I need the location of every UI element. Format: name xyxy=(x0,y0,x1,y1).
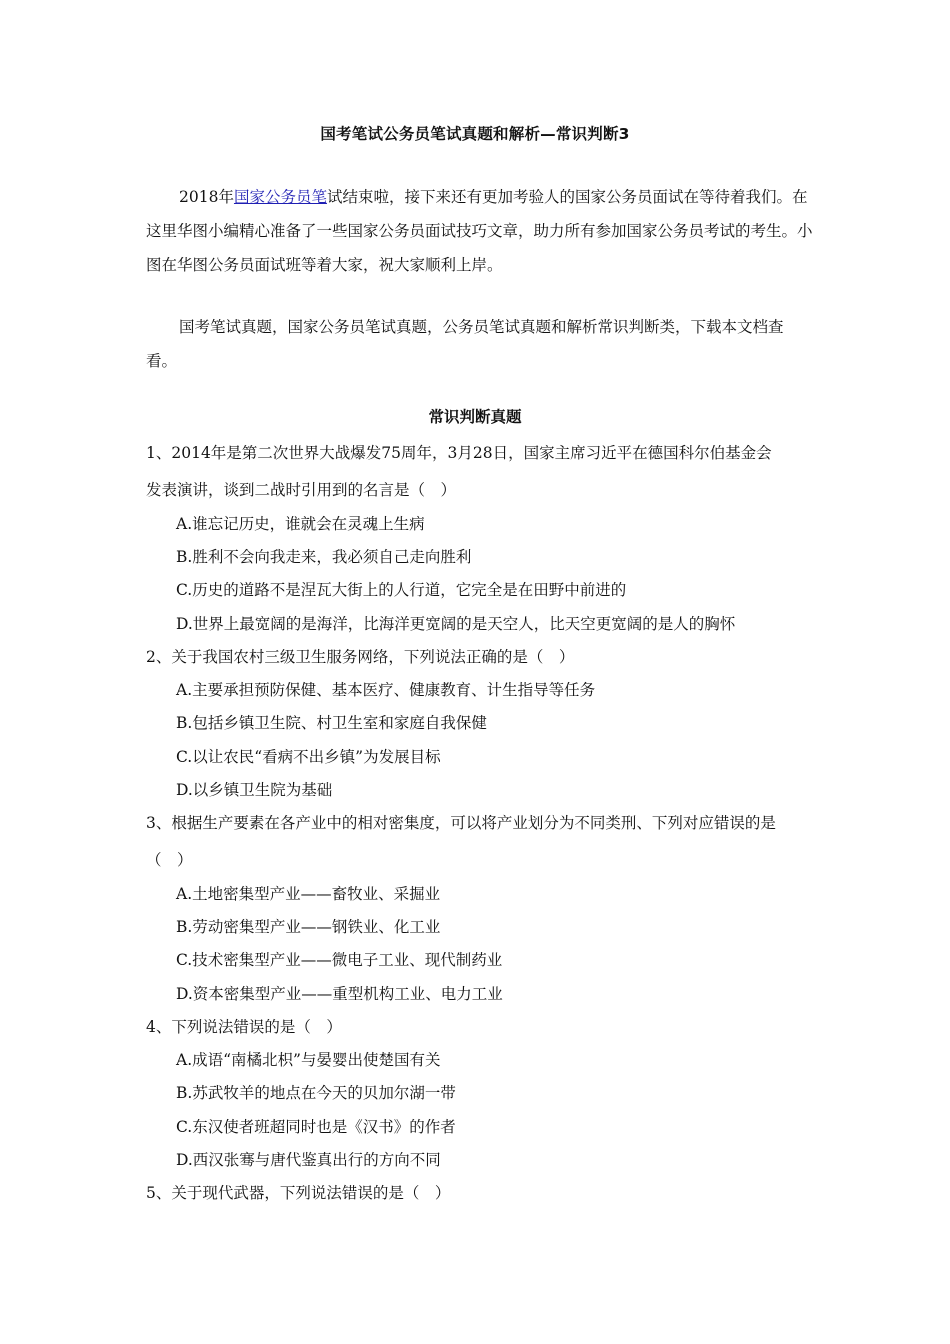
question-3-line-1: 3、根据生产要素在各产业中的相对密集度，可以将产业划分为不同类刑、下列对应错误的是 xyxy=(146,814,776,832)
question-4: 4、下列说法错误的是（ ） xyxy=(146,1018,342,1036)
section-title: 常识判断真题 xyxy=(428,408,522,426)
question-2: 2、关于我国农村三级卫生服务网络，下列说法正确的是（ ） xyxy=(146,648,575,666)
question-4-option-d: D.西汉张骞与唐代鉴真出行的方向不同 xyxy=(176,1151,441,1169)
intro-text: 试结束啦，接下来还有更加考验人的国家公务员面试在等待着我们。在这里华图小编精心准备了一些国家公务员面试技巧文章，助力所有参加国家公务员考试的考生。小图在华图公务员面试班等着大家，祝大家顺利上岸。 xyxy=(146,188,813,274)
question-1-line-2: 发表演讲，谈到二战时引用到的名言是（ ） xyxy=(146,481,457,499)
download-paragraph xyxy=(146,310,814,378)
question-1-option-c: C.历史的道路不是涅瓦大街上的人行道，它完全是在田野中前进的 xyxy=(176,581,627,599)
question-3-line-2: （ ） xyxy=(146,851,193,869)
question-3-option-a: A.土地密集型产业——畜牧业、采掘业 xyxy=(176,885,441,903)
question-2-option-c: C.以让农民“看病不出乡镇”为发展目标 xyxy=(176,748,441,766)
question-2-option-b: B.包括乡镇卫生院、村卫生室和家庭自我保健 xyxy=(176,714,487,732)
question-2-option-d: D.以乡镇卫生院为基础 xyxy=(176,781,333,799)
question-5: 5、关于现代武器，下列说法错误的是（ ） xyxy=(146,1184,451,1202)
question-1-option-b: B.胜利不会向我走来，我必须自己走向胜利 xyxy=(176,548,472,566)
document-title: 国考笔试公务员笔试真题和解析—常识判断3 xyxy=(320,125,630,143)
question-4-option-a: A.成语“南橘北枳”与晏婴出使楚国有关 xyxy=(176,1051,441,1069)
intro-year: 2018年 xyxy=(179,188,234,206)
question-3-option-b: B.劳动密集型产业——钢铁业、化工业 xyxy=(176,918,441,936)
question-2-option-a: A.主要承担预防保健、基本医疗、健康教育、计生指导等任务 xyxy=(176,681,596,699)
intro-paragraph xyxy=(146,180,814,282)
question-4-option-c: C.东汉使者班超同时也是《汉书》的作者 xyxy=(176,1118,456,1136)
download-text: 国考笔试真题，国家公务员笔试真题，公务员笔试真题和解析常识判断类，下载本文档查看。 xyxy=(146,318,784,370)
exam-link[interactable]: 国家公务员笔 xyxy=(233,188,327,206)
question-1-option-a: A.谁忘记历史，谁就会在灵魂上生病 xyxy=(176,515,425,533)
question-1-option-d: D.世界上最宽阔的是海洋，比海洋更宽阔的是天空人，比天空更宽阔的是人的胸怀 xyxy=(176,615,736,633)
question-4-option-b: B.苏武牧羊的地点在今天的贝加尔湖一带 xyxy=(176,1084,456,1102)
question-3-option-c: C.技术密集型产业——微电子工业、现代制药业 xyxy=(176,951,503,969)
question-1-line-1: 1、2014年是第二次世界大战爆发75周年，3月28日，国家主席习近平在德国科尔伯基金会 xyxy=(146,444,772,462)
question-3-option-d: D.资本密集型产业——重型机构工业、电力工业 xyxy=(176,985,503,1003)
